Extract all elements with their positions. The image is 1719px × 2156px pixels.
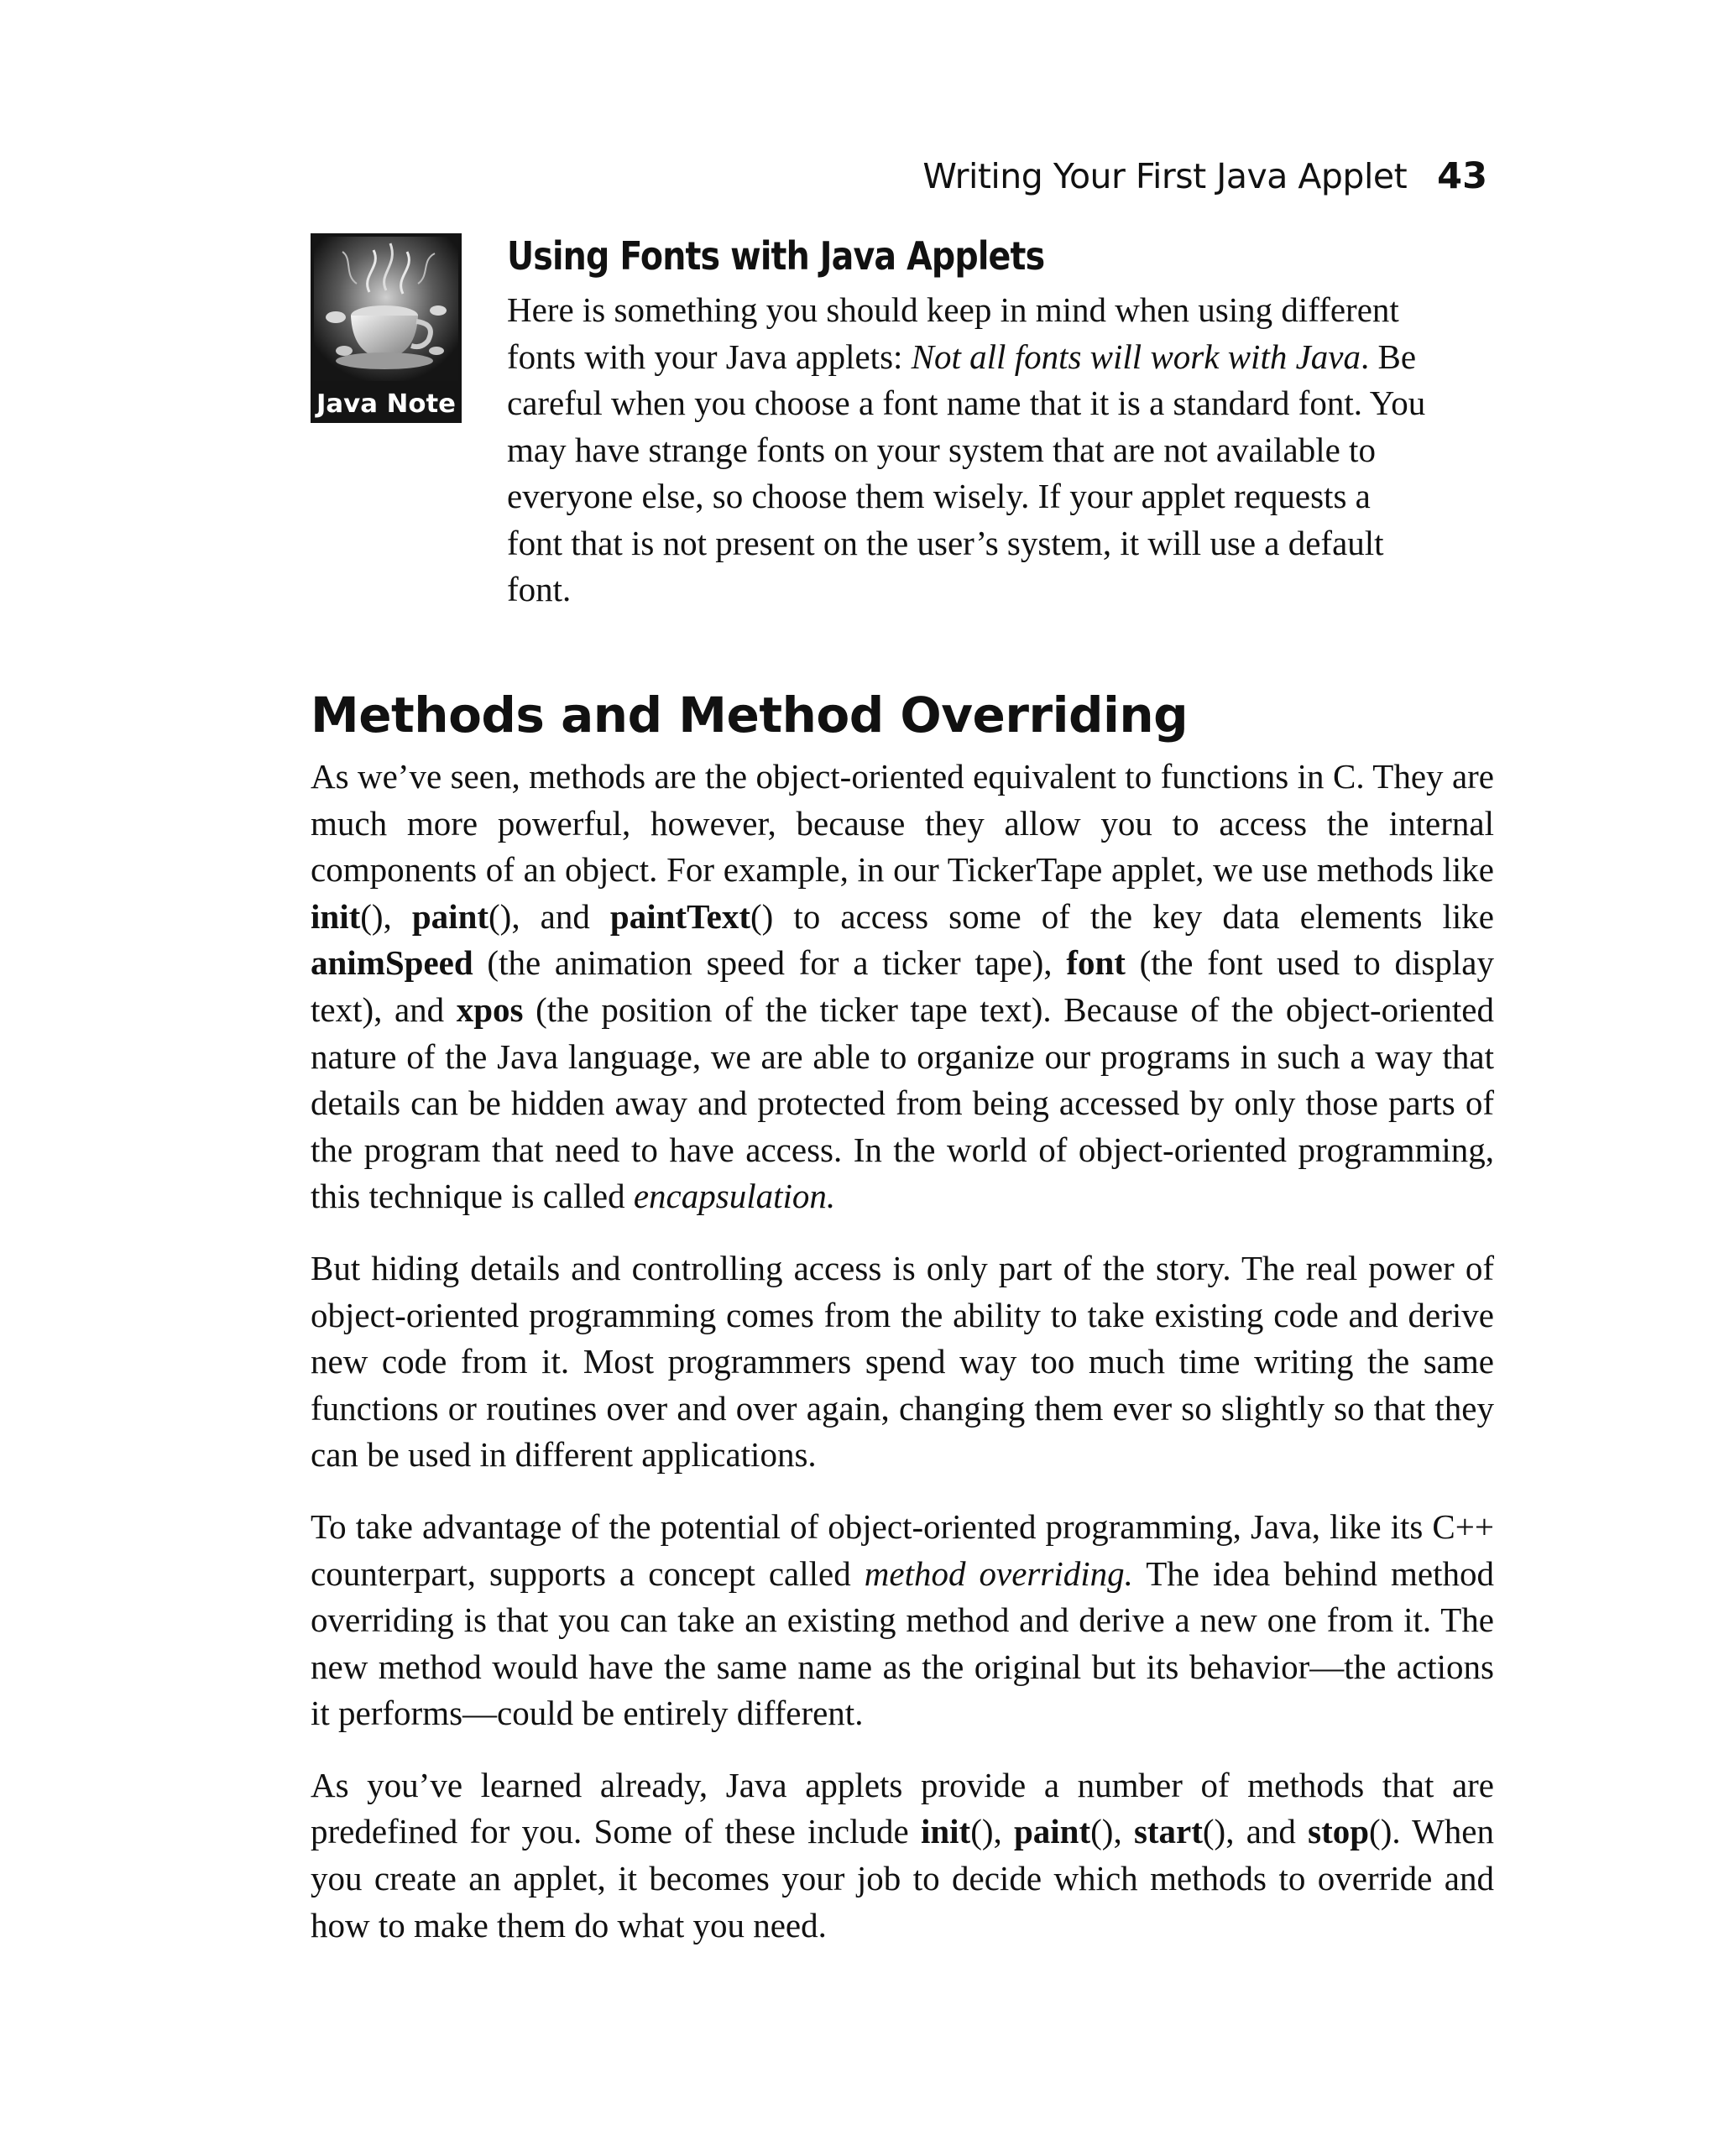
body-paragraph bbox=[311, 754, 1494, 1220]
text-run: Here is something you should keep in mind when using different fonts with your Java applets: bbox=[507, 290, 1399, 376]
section-methods bbox=[311, 681, 1494, 1974]
code-term: animSpeed bbox=[311, 943, 473, 983]
text-run: As you’ve learned already, Java applets provide a number of methods that are predefined for you. Some of these include bbox=[311, 1765, 1494, 1851]
body-paragraph bbox=[311, 1245, 1494, 1479]
code-term: paint bbox=[411, 896, 489, 936]
text-run: (the font used to display text), and bbox=[311, 943, 1494, 1029]
section-heading: Methods and Method Overriding bbox=[311, 686, 1189, 744]
code-term: init bbox=[920, 1812, 971, 1851]
text-run: To take advantage of the potential of object-oriented programming, Java, like its C++ counterpart, supports a concept called bbox=[311, 1506, 1494, 1593]
text-run: But hiding details and controlling access is only part of the story. The real power of object-oriented programming comes from the ability to take existing code and derive new code from it. Most programmers spend way too much time writing the same functions or routines over and over again, changing them ever so slightly so that they can be used in different applications. bbox=[311, 1248, 1494, 1475]
code-term: start bbox=[1133, 1812, 1203, 1851]
body-paragraph bbox=[311, 1762, 1494, 1949]
text-run: (). When you create an applet, it becomes your job to decide which methods to override and how to make them do what you need. bbox=[311, 1812, 1494, 1945]
text-run: (the animation speed for a ticker tape), bbox=[473, 943, 1067, 983]
text-run: As we’ve seen, methods are the object-oriented equivalent to functions in C. They are much more powerful, however, because they allow you to access the internal components of an object. For example, in our TickerTape applet, we use methods like bbox=[311, 757, 1494, 890]
body-paragraph bbox=[311, 1504, 1494, 1737]
java-note bbox=[507, 228, 1430, 613]
note-body bbox=[507, 287, 1430, 613]
emphasis-text: encapsulation. bbox=[633, 1177, 836, 1216]
code-term: font bbox=[1066, 943, 1126, 983]
text-run: () to access some of the key data elements like bbox=[750, 896, 1494, 936]
java-note-icon bbox=[311, 233, 462, 423]
text-run: (), bbox=[360, 896, 412, 936]
text-run: (), and bbox=[1202, 1812, 1309, 1851]
code-term: xpos bbox=[456, 989, 524, 1029]
page-number: 43 bbox=[1437, 155, 1487, 197]
code-term: stop bbox=[1308, 1812, 1370, 1851]
text-run: . Be careful when you choose a font name that it is a standard font. You may have strange fonts on your system that are not available to everyone else, so choose them wisely. If your applet requests a font that is not present on the user’s system, it will use a default font. bbox=[507, 337, 1426, 608]
coffee-cup-icon bbox=[311, 233, 462, 423]
running-title: Writing Your First Java Applet bbox=[922, 156, 1408, 196]
note-title: Using Fonts with Java Applets bbox=[507, 233, 1045, 279]
text-run: (), and bbox=[489, 896, 610, 936]
code-term: init bbox=[311, 896, 361, 936]
code-term: paintText bbox=[609, 896, 751, 936]
text-run: (the position of the ticker tape text). Because of the object-oriented nature of the Java language, we are able to organize our programs in such a way that details can be hidden away and protected from being accessed by only those parts of the program that need to have access. In the world of object-oriented programming, this technique is called bbox=[311, 989, 1494, 1216]
code-term: paint bbox=[1013, 1812, 1091, 1851]
running-header bbox=[922, 151, 1487, 201]
text-run: (), bbox=[1090, 1812, 1134, 1851]
java-note-label: Java Note bbox=[314, 389, 456, 419]
text-run: (), bbox=[970, 1812, 1014, 1851]
emphasis-text: method overriding. bbox=[864, 1553, 1133, 1593]
text-run: The idea behind method overriding is that you can take an existing method and derive a new one from it. The new method would have the same name as the original but its behavior—the actions it performs—could be entirely different. bbox=[311, 1553, 1494, 1733]
emphasis-text: Not all fonts will work with Java bbox=[911, 337, 1361, 376]
